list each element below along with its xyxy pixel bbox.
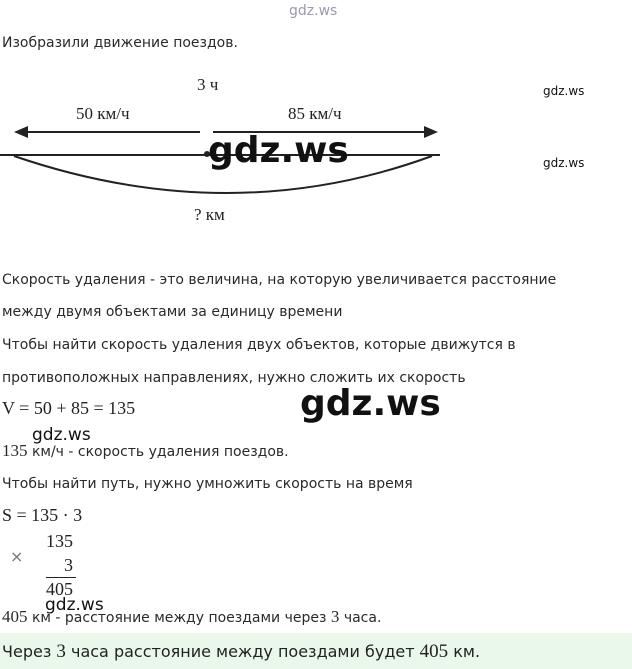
- result2-text-b: часа.: [339, 610, 382, 626]
- left-speed-label: 50 км/ч: [76, 104, 130, 123]
- result2-hours: 3: [330, 607, 340, 626]
- right-speed-label: 85 км/ч: [288, 104, 342, 123]
- result1-number: 135: [2, 441, 28, 460]
- watermark-left-2: gdz.ws: [45, 595, 104, 615]
- answer-hours: 3: [56, 641, 66, 662]
- watermark-top: gdz.ws: [289, 3, 338, 19]
- formula-v: V = 50 + 85 = 135: [2, 398, 136, 418]
- paragraph3: Чтобы найти путь, нужно умножить скорость на время: [2, 476, 413, 492]
- watermark-center: gdz.ws: [208, 130, 349, 171]
- answer-part2: часа расстояние между поездами будет: [65, 642, 420, 661]
- answer-distance: 405: [419, 641, 449, 662]
- result2-line: [2, 607, 381, 627]
- watermark-right-1: gdz.ws: [543, 84, 585, 98]
- column-line: [46, 577, 76, 578]
- distance-label: ? км: [194, 205, 225, 224]
- result2-text-a: км - расстояние между поездами через: [27, 610, 331, 626]
- multiply-sign: ×: [10, 547, 24, 566]
- watermark-mid: gdz.ws: [300, 383, 441, 424]
- result2-number: 405: [2, 607, 28, 626]
- paragraph1-line1: Скорость удаления - это величина, на которую увеличивается расстояние: [2, 272, 557, 288]
- watermark-left-1: gdz.ws: [32, 425, 91, 445]
- paragraph1-line2: между двумя объектами за единицу времени: [2, 304, 343, 320]
- column-result: 405: [46, 579, 73, 599]
- intro-text: Изобразили движение поездов.: [2, 35, 238, 51]
- column-top: 135: [46, 531, 73, 551]
- formula-s: S = 135 · 3: [2, 505, 83, 525]
- left-arrowhead: [14, 126, 28, 138]
- time-label: 3 ч: [197, 75, 219, 94]
- answer-part3: км.: [448, 642, 481, 661]
- answer-part1: Через: [2, 642, 57, 661]
- paragraph2-line2: противоположных направлениях, нужно сложить их скорость: [2, 370, 466, 386]
- paragraph2-line1: Чтобы найти скорость удаления двух объектов, которые движутся в: [2, 337, 516, 353]
- answer-text: [2, 641, 480, 663]
- right-arrowhead: [424, 126, 438, 138]
- column-bottom: 3: [64, 555, 73, 575]
- result1-text: км/ч - скорость удаления поездов.: [27, 444, 289, 460]
- result1-line: [2, 441, 289, 461]
- watermark-right-2: gdz.ws: [543, 156, 585, 170]
